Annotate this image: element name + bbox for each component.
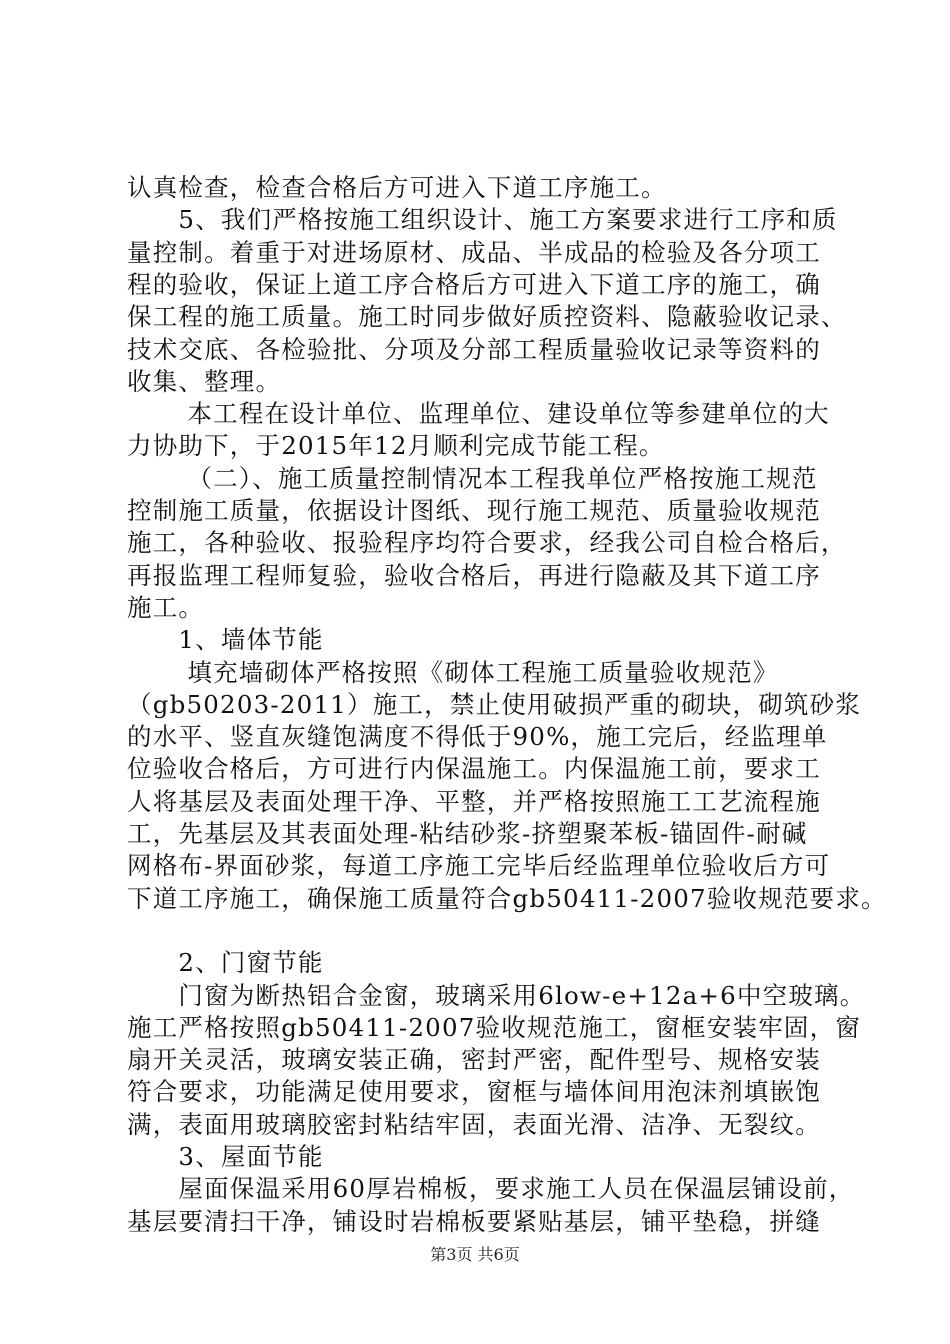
text-line: 符合要求，功能满足使用要求，窗框与墙体间用泡沫剂填嵌饱 xyxy=(127,1077,821,1107)
text-line: 再报监理工程师复验，验收合格后，再进行隐蔽及其下道工序 xyxy=(127,560,821,590)
text-line: 2、门窗节能 xyxy=(127,948,324,978)
text-line: （gb50203-2011）施工，禁止使用破损严重的砌块，砌筑砂浆 xyxy=(127,689,862,719)
page-footer: 第3页 共6页 xyxy=(430,1245,520,1264)
text-line: 工，先基层及其表面处理-粘结砂浆-挤塑聚苯板-锚固件-耐碱 xyxy=(127,819,808,848)
text-line: 5、我们严格按施工组织设计、施工方案要求进行工序和质 xyxy=(127,205,838,235)
text-line: 屋面保温采用60厚岩棉板，要求施工人员在保温层铺设前， xyxy=(127,1174,855,1204)
text-line: 认真检查，检查合格后方可进入下道工序施工。 xyxy=(127,173,667,202)
text-line: （二）、施工质量控制情况本工程我单位严格按施工规范 xyxy=(127,463,818,493)
text-line: 填充墙砌体严格按照《砌体工程施工质量验收规范》 xyxy=(127,657,779,687)
text-line: 下道工序施工，确保施工质量符合gb50411-2007验收规范要求。 xyxy=(127,883,887,913)
text-line: 控制施工质量，依据设计图纸、现行施工规范、质量验收规范 xyxy=(127,496,821,525)
text-line: 3、屋面节能 xyxy=(127,1142,324,1171)
text-line: 网格布-界面砂浆，每道工序施工完毕后经监理单位验收后方可 xyxy=(127,851,831,881)
text-line: 量控制。着重于对进场原材、成品、半成品的检验及各分项工 xyxy=(127,237,821,267)
text-line: 的水平、竖直灰缝饱满度不得低于90%，施工完后，经监理单 xyxy=(127,722,828,752)
text-line: 门窗为断热铝合金窗，玻璃采用6low-e+12a+6中空玻璃。 xyxy=(127,980,866,1010)
text-line: 施工严格按照gb50411-2007验收规范施工，窗框安装牢固，窗 xyxy=(127,1012,862,1042)
text-line: 收集、整理。 xyxy=(127,366,282,396)
text-line: 程的验收，保证上道工序合格后方可进入下道工序的施工，确 xyxy=(127,269,821,299)
text-line: 施工，各种验收、报验程序均符合要求，经我公司自检合格后， xyxy=(127,528,847,558)
text-line: 保工程的施工质量。施工时同步做好质控资料、隐蔽验收记录、 xyxy=(127,302,847,332)
text-line: 位验收合格后，方可进行内保温施工。内保温施工前，要求工 xyxy=(127,754,821,784)
text-line: 1、墙体节能 xyxy=(127,625,324,655)
text-line: 本工程在设计单位、监理单位、建设单位等参建单位的大 xyxy=(127,399,830,429)
text-line: 力协助下，于2015年12月顺利完成节能工程。 xyxy=(127,431,665,461)
text-line: 施工。 xyxy=(127,592,205,622)
text-line: 满，表面用玻璃胶密封粘结牢固，表面光滑、洁净、无裂纹。 xyxy=(127,1109,821,1139)
text-line: 基层要清扫干净，铺设时岩棉板要紧贴基层，铺平垫稳，拼缝 xyxy=(127,1206,821,1236)
text-line: 扇开关灵活，玻璃安装正确，密封严密，配件型号、规格安装 xyxy=(127,1045,821,1075)
text-line: 技术交底、各检验批、分项及分部工程质量验收记录等资料的 xyxy=(127,334,821,364)
text-line: 人将基层及表面处理干净、平整，并严格按照施工工艺流程施 xyxy=(127,786,821,816)
